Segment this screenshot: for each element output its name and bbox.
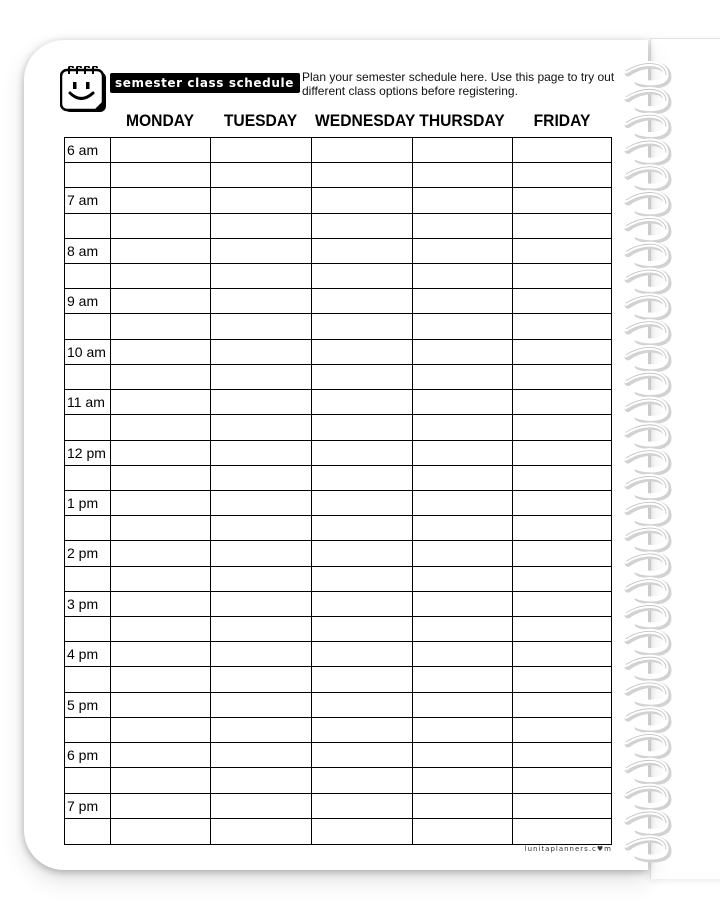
schedule-row-half[interactable] xyxy=(65,315,611,340)
time-label: 11 am xyxy=(67,394,105,411)
spiral-ring xyxy=(626,193,668,214)
spiral-ring xyxy=(626,580,668,601)
spiral-ring xyxy=(626,141,668,162)
spiral-ring xyxy=(626,760,668,781)
schedule-grid xyxy=(64,137,612,845)
spiral-ring xyxy=(626,528,668,549)
spiral-ring xyxy=(626,218,668,239)
spiral-ring xyxy=(626,296,668,317)
time-label: 3 pm xyxy=(67,595,99,612)
day-header-monday: MONDAY xyxy=(125,111,195,130)
spiral-ring xyxy=(626,502,668,523)
spiral-ring xyxy=(626,734,668,755)
time-label: 7 am xyxy=(67,192,99,209)
spiral-ring xyxy=(626,167,668,188)
schedule-row-hour[interactable] xyxy=(65,743,611,768)
grid-divider-thursday xyxy=(512,138,513,844)
time-label: 2 pm xyxy=(67,545,99,562)
spiral-ring xyxy=(626,683,668,704)
day-header-friday: FRIDAY xyxy=(533,111,591,130)
spiral-ring xyxy=(626,631,668,652)
schedule-row-hour[interactable] xyxy=(65,642,611,667)
day-header-tuesday: TUESDAY xyxy=(223,111,298,130)
spiral-ring xyxy=(626,347,668,368)
grid-divider-tuesday xyxy=(311,138,312,844)
schedule-row-hour[interactable] xyxy=(65,390,611,415)
smiley-notepad-icon xyxy=(60,66,110,116)
spiral-ring xyxy=(626,605,668,626)
grid-divider-time xyxy=(110,138,111,844)
schedule-row-hour[interactable] xyxy=(65,592,611,617)
spiral-ring xyxy=(626,838,668,859)
spiral-ring xyxy=(626,657,668,678)
time-label: 10 am xyxy=(67,343,106,360)
page-title: semester class schedule xyxy=(110,73,300,93)
spiral-ring xyxy=(626,476,668,497)
spiral-ring xyxy=(626,786,668,807)
time-label: 9 am xyxy=(67,293,99,310)
spiral-ring xyxy=(626,373,668,394)
spiral-ring xyxy=(626,709,668,730)
schedule-row-half[interactable] xyxy=(65,718,611,743)
grid-divider-monday xyxy=(210,138,211,844)
schedule-row-half[interactable] xyxy=(65,668,611,693)
schedule-row-hour[interactable] xyxy=(65,340,611,365)
schedule-row-half[interactable] xyxy=(65,415,611,440)
day-header-wednesday: WEDNESDAY xyxy=(315,111,416,130)
schedule-row-hour[interactable] xyxy=(65,188,611,213)
time-label: 4 pm xyxy=(67,646,99,663)
schedule-row-hour[interactable] xyxy=(65,239,611,264)
schedule-row-half[interactable] xyxy=(65,365,611,390)
schedule-row-hour[interactable] xyxy=(65,289,611,314)
spiral-ring xyxy=(626,270,668,291)
spiral-ring xyxy=(626,812,668,833)
schedule-row-hour[interactable] xyxy=(65,138,611,163)
spiral-ring xyxy=(626,322,668,343)
spiral-ring xyxy=(626,425,668,446)
spiral-ring xyxy=(626,554,668,575)
time-label: 8 am xyxy=(67,242,99,259)
time-label: 5 pm xyxy=(67,696,99,713)
schedule-row-hour[interactable] xyxy=(65,794,611,819)
schedule-row-half[interactable] xyxy=(65,768,611,793)
spiral-ring xyxy=(626,89,668,110)
spiral-ring xyxy=(626,399,668,420)
schedule-row-half[interactable] xyxy=(65,163,611,188)
schedule-row-hour[interactable] xyxy=(65,693,611,718)
schedule-row-half[interactable] xyxy=(65,516,611,541)
time-label: 6 pm xyxy=(67,747,99,764)
footer-url: lunitaplanners.c♥m xyxy=(524,845,612,853)
schedule-row-hour[interactable] xyxy=(65,541,611,566)
spiral-ring xyxy=(626,115,668,136)
schedule-row-half[interactable] xyxy=(65,264,611,289)
schedule-row-half[interactable] xyxy=(65,819,611,844)
schedule-row-half[interactable] xyxy=(65,567,611,592)
time-label: 1 pm xyxy=(67,495,99,511)
day-header-thursday: THURSDAY xyxy=(419,111,505,130)
schedule-row-half[interactable] xyxy=(65,466,611,491)
schedule-row-half[interactable] xyxy=(65,617,611,642)
spiral-ring xyxy=(626,244,668,265)
spiral-ring xyxy=(626,64,668,85)
time-label: 7 pm xyxy=(67,797,99,814)
time-label: 6 am xyxy=(67,142,99,158)
spiral-ring xyxy=(626,451,668,472)
schedule-row-hour[interactable] xyxy=(65,491,611,516)
time-label: 12 pm xyxy=(67,444,106,461)
schedule-row-hour[interactable] xyxy=(65,441,611,466)
intro-text: Plan your semester schedule here. Use this page to try out different class options before registering. xyxy=(302,70,615,98)
spiral-binding xyxy=(624,62,674,862)
schedule-row-half[interactable] xyxy=(65,214,611,239)
grid-divider-wednesday xyxy=(412,138,413,844)
